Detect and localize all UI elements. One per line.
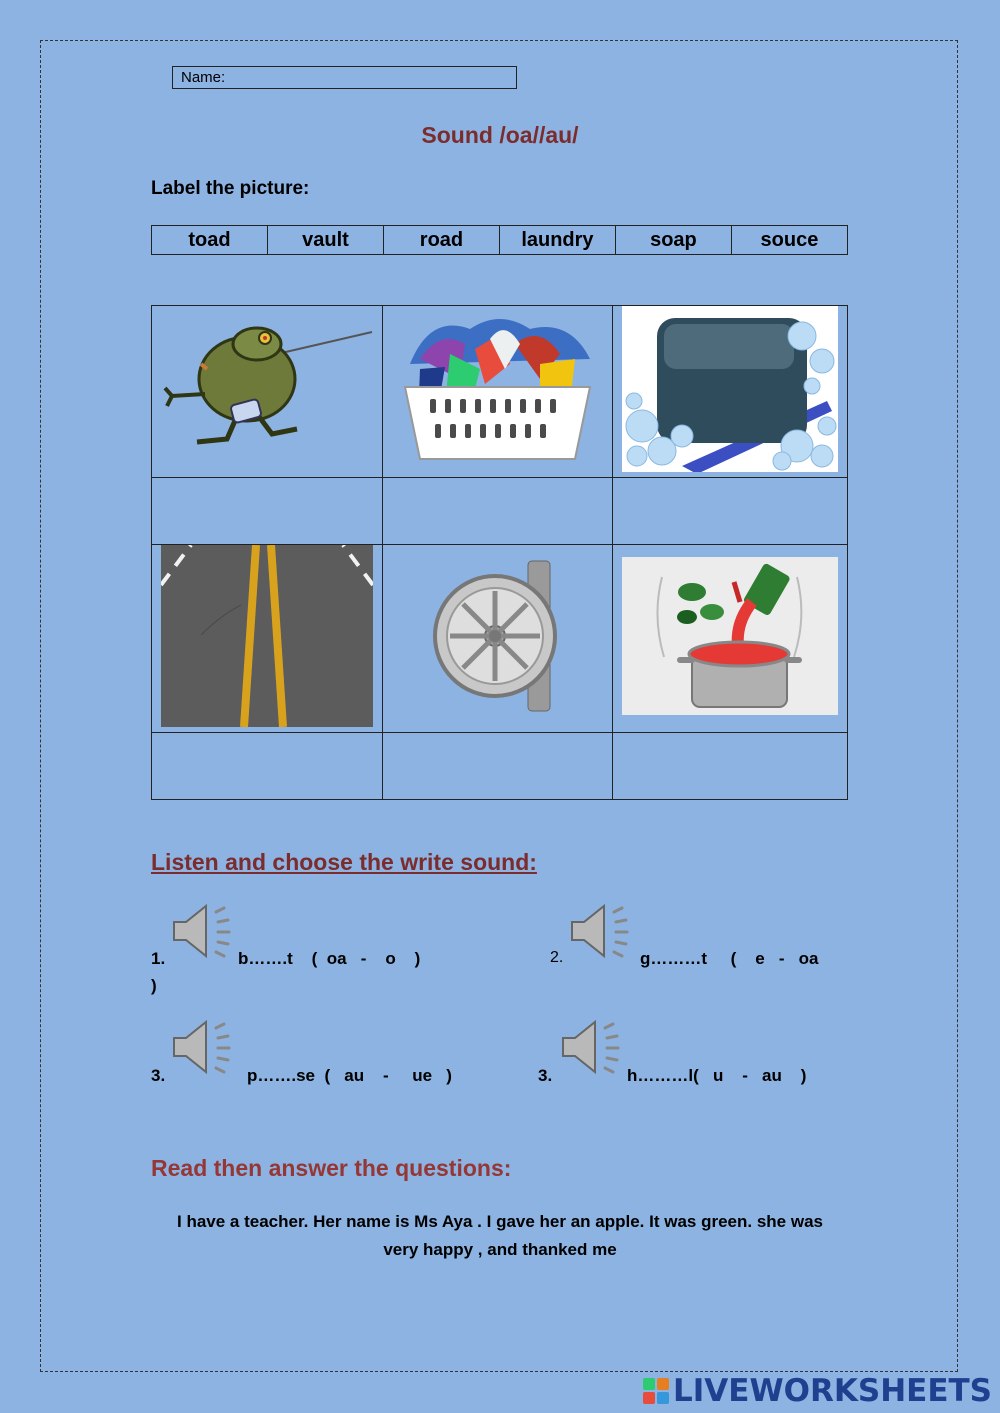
reading-passage xyxy=(150,1208,850,1264)
listen-item-3-number: 3. xyxy=(151,1066,166,1085)
word-toad[interactable]: toad xyxy=(152,226,268,255)
logo-icon xyxy=(643,1378,669,1404)
soap-cell xyxy=(613,306,848,478)
listen-item-3-text[interactable]: p…….se ( au - ue ) xyxy=(247,1066,452,1085)
name-label: Name: xyxy=(181,69,226,86)
word-soap[interactable]: soap xyxy=(615,226,731,255)
laundry-basket-picture xyxy=(390,309,605,469)
logo-text: LIVEWORKSHEETS xyxy=(673,1373,992,1409)
listen-item-1-number: 1. xyxy=(151,949,166,968)
answer-blank-5[interactable] xyxy=(383,733,613,800)
word-vault[interactable]: vault xyxy=(267,226,383,255)
listen-item-2-text[interactable]: g………t ( e - oa xyxy=(640,949,819,968)
read-heading: Read then answer the questions: xyxy=(151,1155,512,1181)
listen-heading: Listen and choose the write sound: xyxy=(151,849,537,875)
name-field[interactable] xyxy=(172,66,517,89)
road-cell xyxy=(152,545,383,733)
toad-cell xyxy=(152,306,383,478)
passage-line-2: very happy , and thanked me xyxy=(383,1240,617,1259)
listen-item-1-text[interactable]: b…….t ( oa - o ) xyxy=(238,949,421,968)
liveworksheets-logo xyxy=(643,1373,992,1409)
page-title: Sound /oa//au/ xyxy=(421,122,579,148)
listen-item-4-text[interactable]: h………l( u - au ) xyxy=(627,1066,807,1085)
toad-picture xyxy=(157,314,377,464)
listen-item-4-number: 3. xyxy=(538,1066,553,1085)
vault-cell xyxy=(383,545,613,733)
road-picture xyxy=(161,545,373,727)
listen-item-2-number: 2. xyxy=(550,949,564,966)
answer-blank-3[interactable] xyxy=(613,478,848,545)
word-laundry[interactable]: laundry xyxy=(499,226,615,255)
answer-blank-1[interactable] xyxy=(152,478,383,545)
sauce-pot-picture xyxy=(622,557,838,715)
speaker-icon-1[interactable] xyxy=(172,902,238,960)
soap-picture xyxy=(622,306,838,472)
laundry-cell xyxy=(383,306,613,478)
vault-door-picture xyxy=(433,551,563,721)
word-bank xyxy=(151,225,848,255)
listen-item-1-overflow: ) xyxy=(151,976,157,995)
word-souce[interactable]: souce xyxy=(731,226,847,255)
passage-line-1: I have a teacher. Her name is Ms Aya . I gave her an apple. It was green. she was xyxy=(177,1212,823,1231)
label-heading: Label the picture: xyxy=(151,178,310,199)
answer-blank-4[interactable] xyxy=(152,733,383,800)
sauce-cell xyxy=(613,545,848,733)
speaker-icon-2[interactable] xyxy=(570,902,636,960)
picture-grid xyxy=(151,305,848,800)
speaker-icon-4[interactable] xyxy=(561,1018,627,1076)
speaker-icon-3[interactable] xyxy=(172,1018,238,1076)
answer-blank-6[interactable] xyxy=(613,733,848,800)
answer-blank-2[interactable] xyxy=(383,478,613,545)
word-road[interactable]: road xyxy=(383,226,499,255)
